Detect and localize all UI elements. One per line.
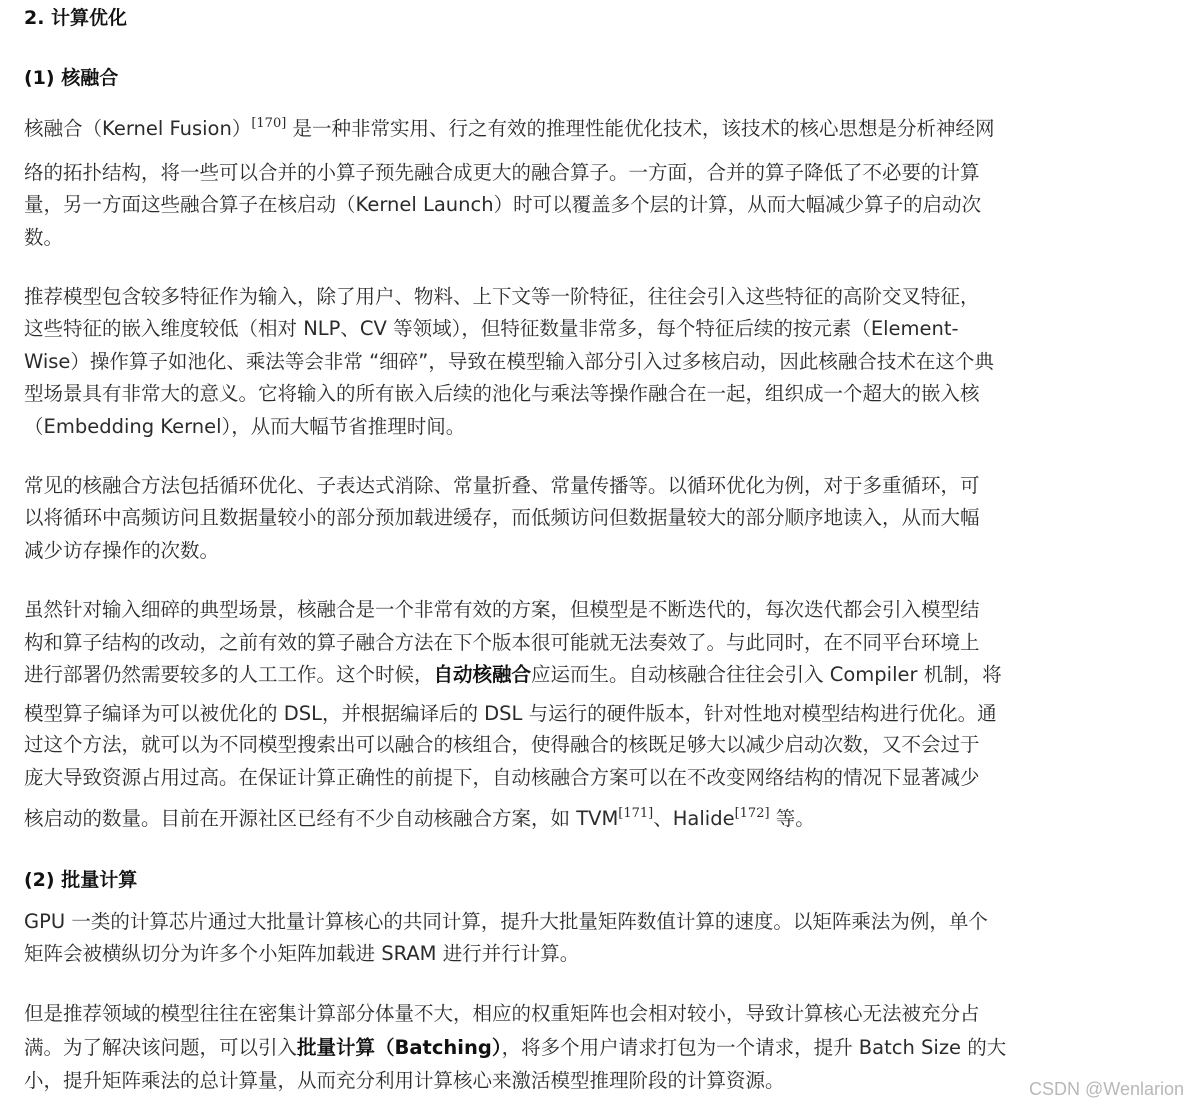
batching-p1-line-2: 矩阵会被横纵切分为许多个小矩阵加载进 SRAM 进行并行计算。: [24, 942, 580, 965]
kernel-fusion-p2-line-5: （Embedding Kernel），从而大幅节省推理时间。: [24, 415, 466, 438]
kernel-fusion-p4-line-2: 构和算子结构的改动，之前有效的算子融合方法在下个版本很可能就无法奏效了。与此同时，在不同平台环境上: [24, 631, 980, 654]
section-title: 2. 计算优化: [24, 7, 128, 29]
subsection-title-kernel-fusion: (1) 核融合: [24, 67, 119, 89]
batching-p1-line-1: GPU 一类的计算芯片通过大批量计算核心的共同计算，提升大批量矩阵数值计算的速度。以矩阵乘法为例，单个: [24, 910, 988, 933]
text-span: 核融合（Kernel Fusion）: [24, 117, 252, 140]
text-span: 核启动的数量。目前在开源社区已经有不少自动核融合方案，如 TVM: [24, 807, 619, 830]
text-span: 满。为了解决该问题，可以引入: [24, 1036, 298, 1059]
text-span: 是一种非常实用、行之有效的推理性能优化技术，该技术的核心思想是分析神经网: [286, 117, 995, 140]
kernel-fusion-p3-line-1: 常见的核融合方法包括循环优化、子表达式消除、常量折叠、常量传播等。以循环优化为例，对于多重循环，可: [24, 474, 980, 497]
text-span: 、Halide: [653, 807, 735, 830]
citation-171[interactable]: [171]: [618, 806, 654, 821]
kernel-fusion-p2-line-4: 型场景具有非常大的意义。它将输入的所有嵌入后续的池化与乘法等操作融合在一起，组织成一个超大的嵌入核: [24, 382, 980, 405]
kernel-fusion-p4-line-6: 庞大导致资源占用过高。在保证计算正确性的前提下，自动核融合方案可以在不改变网络结构的情况下显著减少: [24, 766, 980, 789]
kernel-fusion-p4-line-7: [24, 805, 815, 833]
subsection-title-batching: (2) 批量计算: [24, 869, 138, 891]
kernel-fusion-p1-line-4: 数。: [24, 226, 64, 249]
text-span: ，将多个用户请求打包为一个请求，提升 Batch Size 的大: [501, 1036, 1007, 1059]
kernel-fusion-p2-line-2: 这些特征的嵌入维度较低（相对 NLP、CV 等领域），但特征数量非常多，每个特征后续的按元素（Element-: [24, 317, 959, 340]
kernel-fusion-p4-line-4: 模型算子编译为可以被优化的 DSL，并根据编译后的 DSL 与运行的硬件版本，针对性地对模型结构进行优化。通: [24, 702, 997, 725]
batching-p2-line-3: 小，提升矩阵乘法的总计算量，从而充分利用计算核心来激活模型推理阶段的计算资源。: [24, 1069, 785, 1092]
bold-term-batching: 批量计算（Batching）: [297, 1036, 502, 1059]
kernel-fusion-p3-line-3: 减少访存操作的次数。: [24, 539, 220, 562]
text-span: 应运而生。自动核融合往往会引入 Compiler 机制，将: [531, 663, 1002, 686]
kernel-fusion-p4-line-1: 虽然针对输入细碎的典型场景，核融合是一个非常有效的方案，但模型是不断迭代的，每次迭代都会引入模型结: [24, 598, 980, 621]
citation-170[interactable]: [170]: [251, 116, 287, 131]
batching-p2-line-1: 但是推荐领域的模型往往在密集计算部分体量不大，相应的权重矩阵也会相对较小，导致计算核心无法被充分占: [24, 1002, 980, 1025]
kernel-fusion-p4-line-3: [24, 661, 1002, 689]
text-span: 进行部署仍然需要较多的人工工作。这个时候，: [24, 663, 434, 686]
kernel-fusion-p1-line-1: [24, 115, 995, 143]
batching-p2-line-2: [24, 1034, 1006, 1062]
csdn-watermark: CSDN @Wenlarion: [1029, 1079, 1184, 1099]
kernel-fusion-p2-line-1: 推荐模型包含较多特征作为输入，除了用户、物料、上下文等一阶特征，往往会引入这些特征的高阶交叉特征，: [24, 285, 980, 308]
kernel-fusion-p2-line-3: Wise）操作算子如池化、乘法等会非常 “细碎”，导致在模型输入部分引入过多核启动，因此核融合技术在这个典: [24, 350, 994, 373]
kernel-fusion-p1-line-3: 量，另一方面这些融合算子在核启动（Kernel Launch）时可以覆盖多个层的计算，从而大幅减少算子的启动次: [24, 193, 982, 216]
citation-172[interactable]: [172]: [734, 806, 770, 821]
kernel-fusion-p3-line-2: 以将循环中高频访问且数据量较小的部分预加载进缓存，而低频访问但数据量较大的部分顺序地读入，从而大幅: [24, 506, 980, 529]
kernel-fusion-p4-line-5: 过这个方法，就可以为不同模型搜索出可以融合的核组合，使得融合的核既足够大以减少启动次数，又不会过于: [24, 733, 980, 756]
bold-term-auto-kernel-fusion: 自动核融合: [433, 663, 532, 686]
text-span: 等。: [769, 807, 815, 830]
kernel-fusion-p1-line-2: 络的拓扑结构，将一些可以合并的小算子预先融合成更大的融合算子。一方面，合并的算子降低了不必要的计算: [24, 161, 980, 184]
